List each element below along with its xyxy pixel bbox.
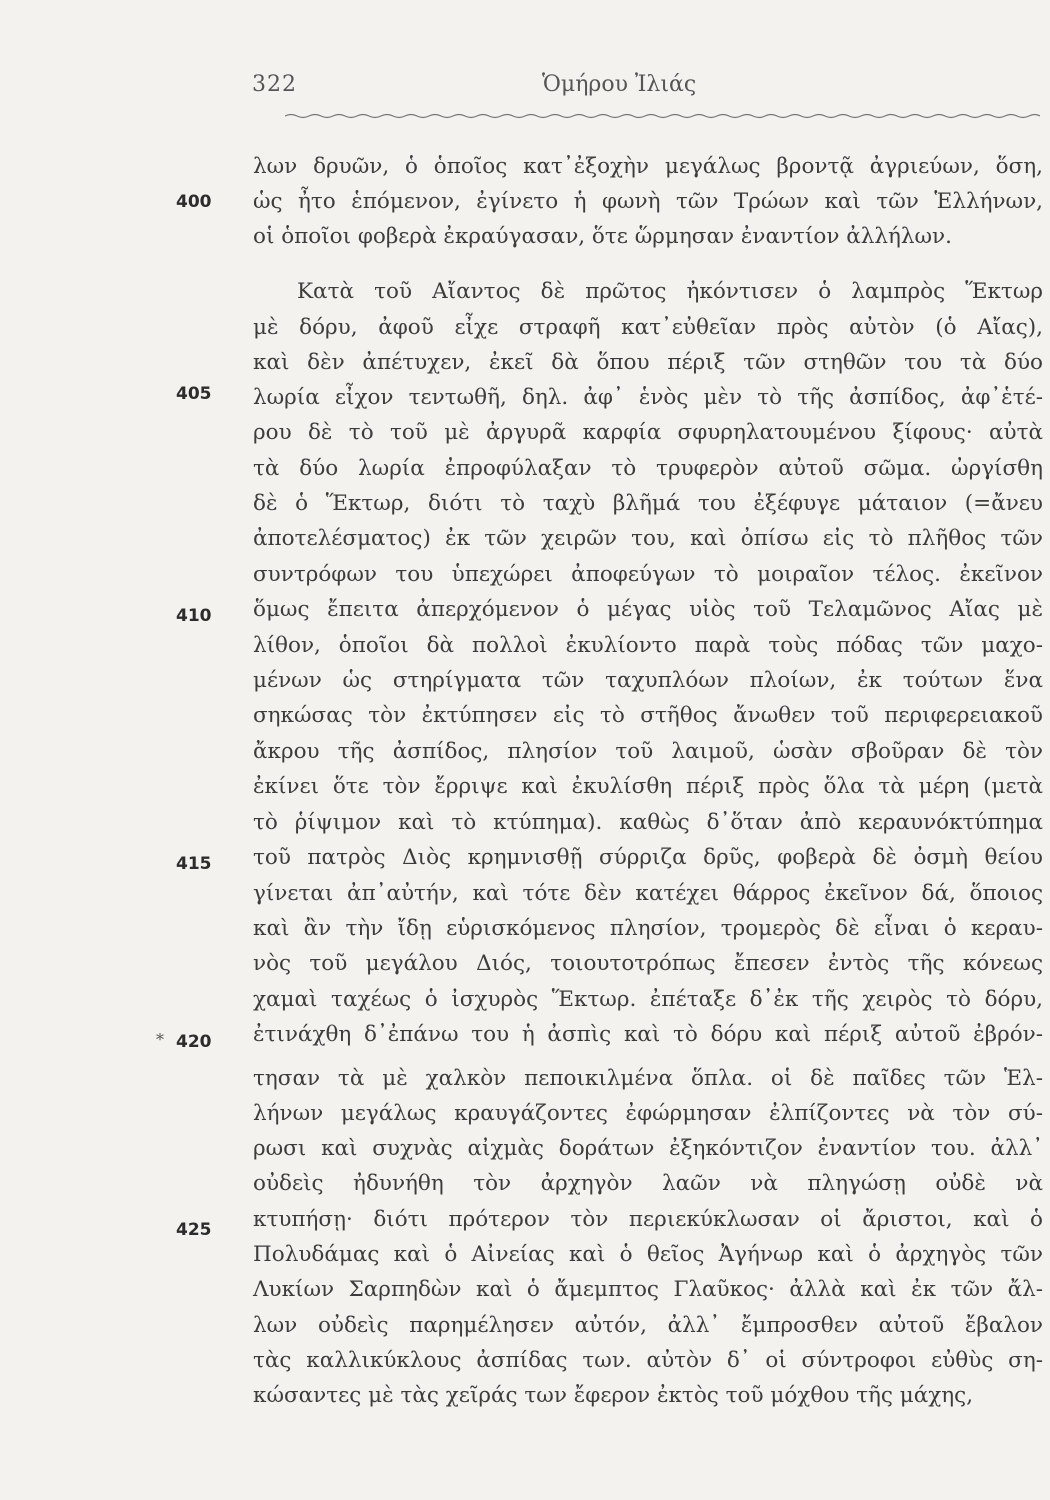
text-line: Πολυδάμας καὶ ὁ Αἰνείας καὶ ὁ θεῖος Ἀγήνωρ καὶ ὁ ἀρχηγὸς τῶν xyxy=(253,1242,1043,1267)
text-line: ὡς ἦτο ἑπόμενον, ἐγίνετο ἡ φωνὴ τῶν Τρώων καὶ τῶν Ἑλλήνων, xyxy=(253,189,1043,214)
text-line: λίθον, ὁποῖοι δὰ πολλοὶ ἐκυλίοντο παρὰ τοὺς πόδας τῶν μαχο- xyxy=(253,633,1043,658)
text-line: ἄκρου τῆς ἀσπίδος, πλησίον τοῦ λαιμοῦ, ὡσὰν σβοῦραν δὲ τὸν xyxy=(253,739,1043,764)
text-line: μὲ δόρυ, ἀφοῦ εἶχε στραφῆ κατ᾿εὐθεῖαν πρὸς αὐτὸν (ὁ Αἴας), xyxy=(253,315,1043,340)
page-number: 322 xyxy=(252,72,297,97)
text-line: λων δρυῶν, ὁ ὁποῖος κατ᾿ἐξοχὴν μεγάλως βροντᾷ ἀγριεύων, ὅση, xyxy=(253,154,1043,179)
text-line: γίνεται ἀπ᾿αὐτήν, καὶ τότε δὲν κατέχει θάρρος ἐκεῖνον δά, ὅποιος xyxy=(253,881,1043,906)
line-number-425: 425 xyxy=(176,1220,212,1240)
text-line: τησαν τὰ μὲ χαλκὸν πεποικιλμένα ὅπλα. οἱ δὲ παῖδες τῶν Ἑλ- xyxy=(253,1066,1043,1091)
line-number-400: 400 xyxy=(176,192,212,212)
text-line: κτυπήσῃ· διότι πρότερον τὸν περιεκύκλωσαν οἱ ἄριστοι, καὶ ὁ xyxy=(253,1207,1043,1232)
text-line: ἐκίνει ὅτε τὸν ἔρριψε καὶ ἐκυλίσθη πέριξ πρὸς ὅλα τὰ μέρη (μετὰ xyxy=(253,774,1043,799)
text-line: σηκώσας τὸν ἐκτύπησεν εἰς τὸ στῆθος ἄνωθεν τοῦ περιφερειακοῦ xyxy=(253,703,1043,728)
text-line: λήνων μεγάλως κραυγάζοντες ἐφώρμησαν ἐλπίζοντες νὰ τὸν σύ- xyxy=(253,1101,1043,1126)
text-line: ρωσι καὶ συχνὰς αἰχμὰς δοράτων ἐξηκόντιζον ἐναντίον του. ἀλλ᾿ xyxy=(253,1136,1043,1161)
page-header xyxy=(252,72,1042,112)
text-line: ὅμως ἔπειτα ἀπερχόμενον ὁ μέγας υἱὸς τοῦ Τελαμῶνος Αἴας μὲ xyxy=(253,597,1043,622)
text-line: κώσαντες μὲ τὰς χεῖράς των ἔφερον ἐκτὸς τοῦ μόχθου τῆς μάχης, xyxy=(253,1383,974,1408)
text-line: χαμαὶ ταχέως ὁ ἰσχυρὸς Ἕκτωρ. ἐπέταξε δ᾿ἐκ τῆς χειρὸς τὸ δόρυ, xyxy=(253,987,1043,1012)
text-line: ἐτινάχθη δ᾿ἐπάνω του ἡ ἀσπὶς καὶ τὸ δόρυ καὶ πέριξ αὐτοῦ ἐβρόν- xyxy=(253,1022,1043,1047)
text-line: τὰ δύο λωρία ἐπροφύλαξαν τὸ τρυφερὸν αὐτοῦ σῶμα. ὠργίσθη xyxy=(253,456,1043,481)
text-line: ἀποτελέσματος) ἐκ τῶν χειρῶν του, καὶ ὀπίσω εἰς τὸ πλῆθος τῶν xyxy=(253,526,1043,551)
text-line: Λυκίων Σαρπηδὼν καὶ ὁ ἄμεμπτος Γλαῦκος· ἀλλὰ καὶ ἐκ τῶν ἄλ- xyxy=(253,1277,1043,1302)
text-line: καὶ ἂν τὴν ἴδῃ εὑρισκόμενος πλησίον, τρομερὸς δὲ εἶναι ὁ κεραυ- xyxy=(253,916,1043,941)
text-line: ρου δὲ τὸ τοῦ μὲ ἀργυρᾶ καρφία σφυρηλατουμένου ξίφους· αὐτὰ xyxy=(253,420,1043,445)
text-line: οὐδεὶς ἠδυνήθη τὸν ἀρχηγὸν λαῶν νὰ πληγώσῃ οὐδὲ νὰ xyxy=(253,1171,1043,1196)
text-line: μένων ὡς στηρίγματα τῶν ταχυπλόων πλοίων, ἐκ τούτων ἕνα xyxy=(253,668,1043,693)
text-line: νὸς τοῦ μεγάλου Διός, τοιουτοτρόπως ἔπεσεν ἐντὸς τῆς κόνεως xyxy=(253,951,1043,976)
text-line: καὶ δὲν ἀπέτυχεν, ἐκεῖ δὰ ὅπου πέριξ τῶν στηθῶν του τὰ δύο xyxy=(253,350,1043,375)
text-line: συντρόφων του ὑπεχώρει ἀποφεύγων τὸ μοιραῖον τέλος. ἐκεῖνον xyxy=(253,562,1043,587)
text-line: Κατὰ τοῦ Αἴαντος δὲ πρῶτος ἠκόντισεν ὁ λαμπρὸς Ἕκτωρ xyxy=(297,279,1043,304)
text-line: τὰς καλλικύκλους ἀσπίδας των. αὐτὸν δ᾿ οἱ σύντροφοι εὐθὺς ση- xyxy=(253,1348,1043,1373)
running-title: Ὁμήρου Ἰλιάς xyxy=(542,72,697,97)
line-number-405: 405 xyxy=(176,384,212,404)
header-ornamental-rule xyxy=(285,112,1040,120)
text-line: λωρία εἶχον τεντωθῆ, δηλ. ἀφ᾿ ἑνὸς μὲν τὸ τῆς ἀσπίδος, ἀφ᾿ἑτέ- xyxy=(253,385,1043,410)
marginal-mark: * xyxy=(156,1030,164,1049)
text-line: τοῦ πατρὸς Διὸς κρημνισθῇ σύρριζα δρῦς, φοβερὰ δὲ ὀσμὴ θείου xyxy=(253,845,1043,870)
text-line: τὸ ῥίψιμον καὶ τὸ κτύπημα). καθὼς δ᾿ὅταν ἀπὸ κεραυνόκτύπημα xyxy=(253,810,1043,835)
line-number-415: 415 xyxy=(176,854,212,874)
line-number-420: 420 xyxy=(176,1032,212,1052)
line-number-410: 410 xyxy=(176,606,212,626)
text-line: δὲ ὁ Ἕκτωρ, διότι τὸ ταχὺ βλῆμά του ἐξέφυγε μάταιον (=ἄνευ xyxy=(253,491,1043,516)
text-line: οἱ ὁποῖοι φοβερὰ ἐκραύγασαν, ὅτε ὥρμησαν ἐναντίον ἀλλήλων. xyxy=(253,224,952,249)
text-line: λων οὐδεὶς παρημέλησεν αὐτόν, ἀλλ᾿ ἔμπροσθεν αὐτοῦ ἔβαλον xyxy=(253,1313,1043,1338)
